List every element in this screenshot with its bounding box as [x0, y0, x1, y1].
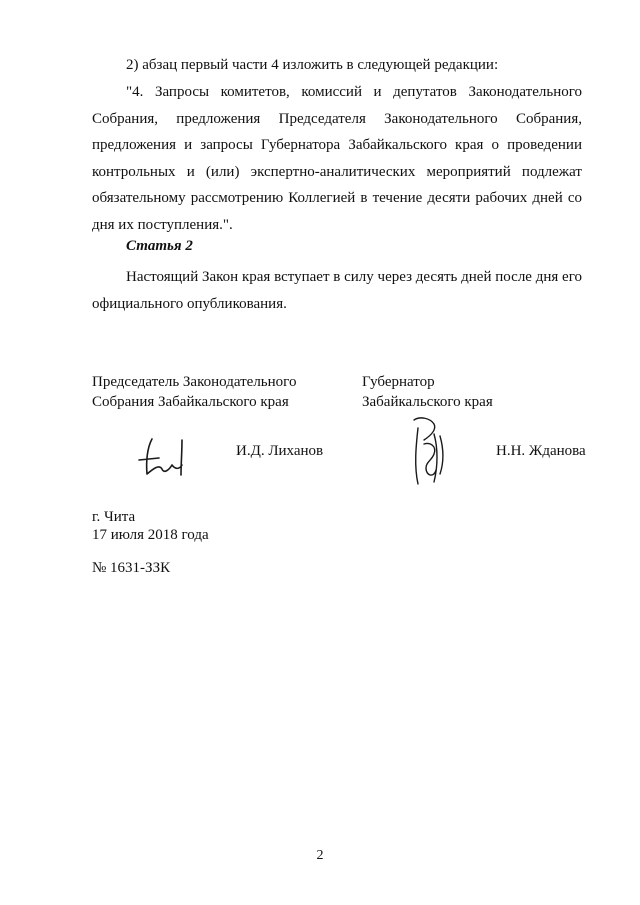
- right-title-line2: Забайкальского края: [362, 394, 493, 410]
- left-title-line2: Собрания Забайкальского края: [92, 394, 289, 410]
- left-signature-image: [135, 436, 191, 480]
- right-signature-image: [404, 414, 454, 488]
- article-heading: Статья 2: [126, 238, 193, 254]
- left-signatory-title: [92, 372, 296, 412]
- paragraph-quote: "4. Запросы комитетов, комиссий и депутатов Законодательного Собрания, предложения Председателя Законодательного Собрания, предложения и запросы Губернатора Забайкальского края о проведении контрольных и (или) экспертно-аналитических мероприятий подлежат обязательному рассмотрению Коллегией в течение десяти рабочих дней со дня их поступления.".: [92, 84, 582, 233]
- left-title-line1: Председатель Законодательного: [92, 374, 297, 390]
- document-city: г. Чита: [92, 509, 136, 525]
- page-number: 2: [316, 848, 324, 863]
- paragraph-item-2: 2) абзац первый части 4 изложить в следующей редакции:: [126, 57, 499, 73]
- right-title-line1: Губернатор: [362, 374, 435, 390]
- document-date: 17 июля 2018 года: [92, 527, 209, 543]
- article-text: Настоящий Закон края вступает в силу через десять дней после дня его официального опубликования.: [92, 269, 582, 312]
- right-signatory-title: [362, 372, 493, 412]
- left-signatory-name: И.Д. Лиханов: [236, 443, 324, 459]
- right-signatory-name: Н.Н. Жданова: [496, 443, 586, 459]
- document-number: № 1631-ЗЗК: [92, 560, 171, 576]
